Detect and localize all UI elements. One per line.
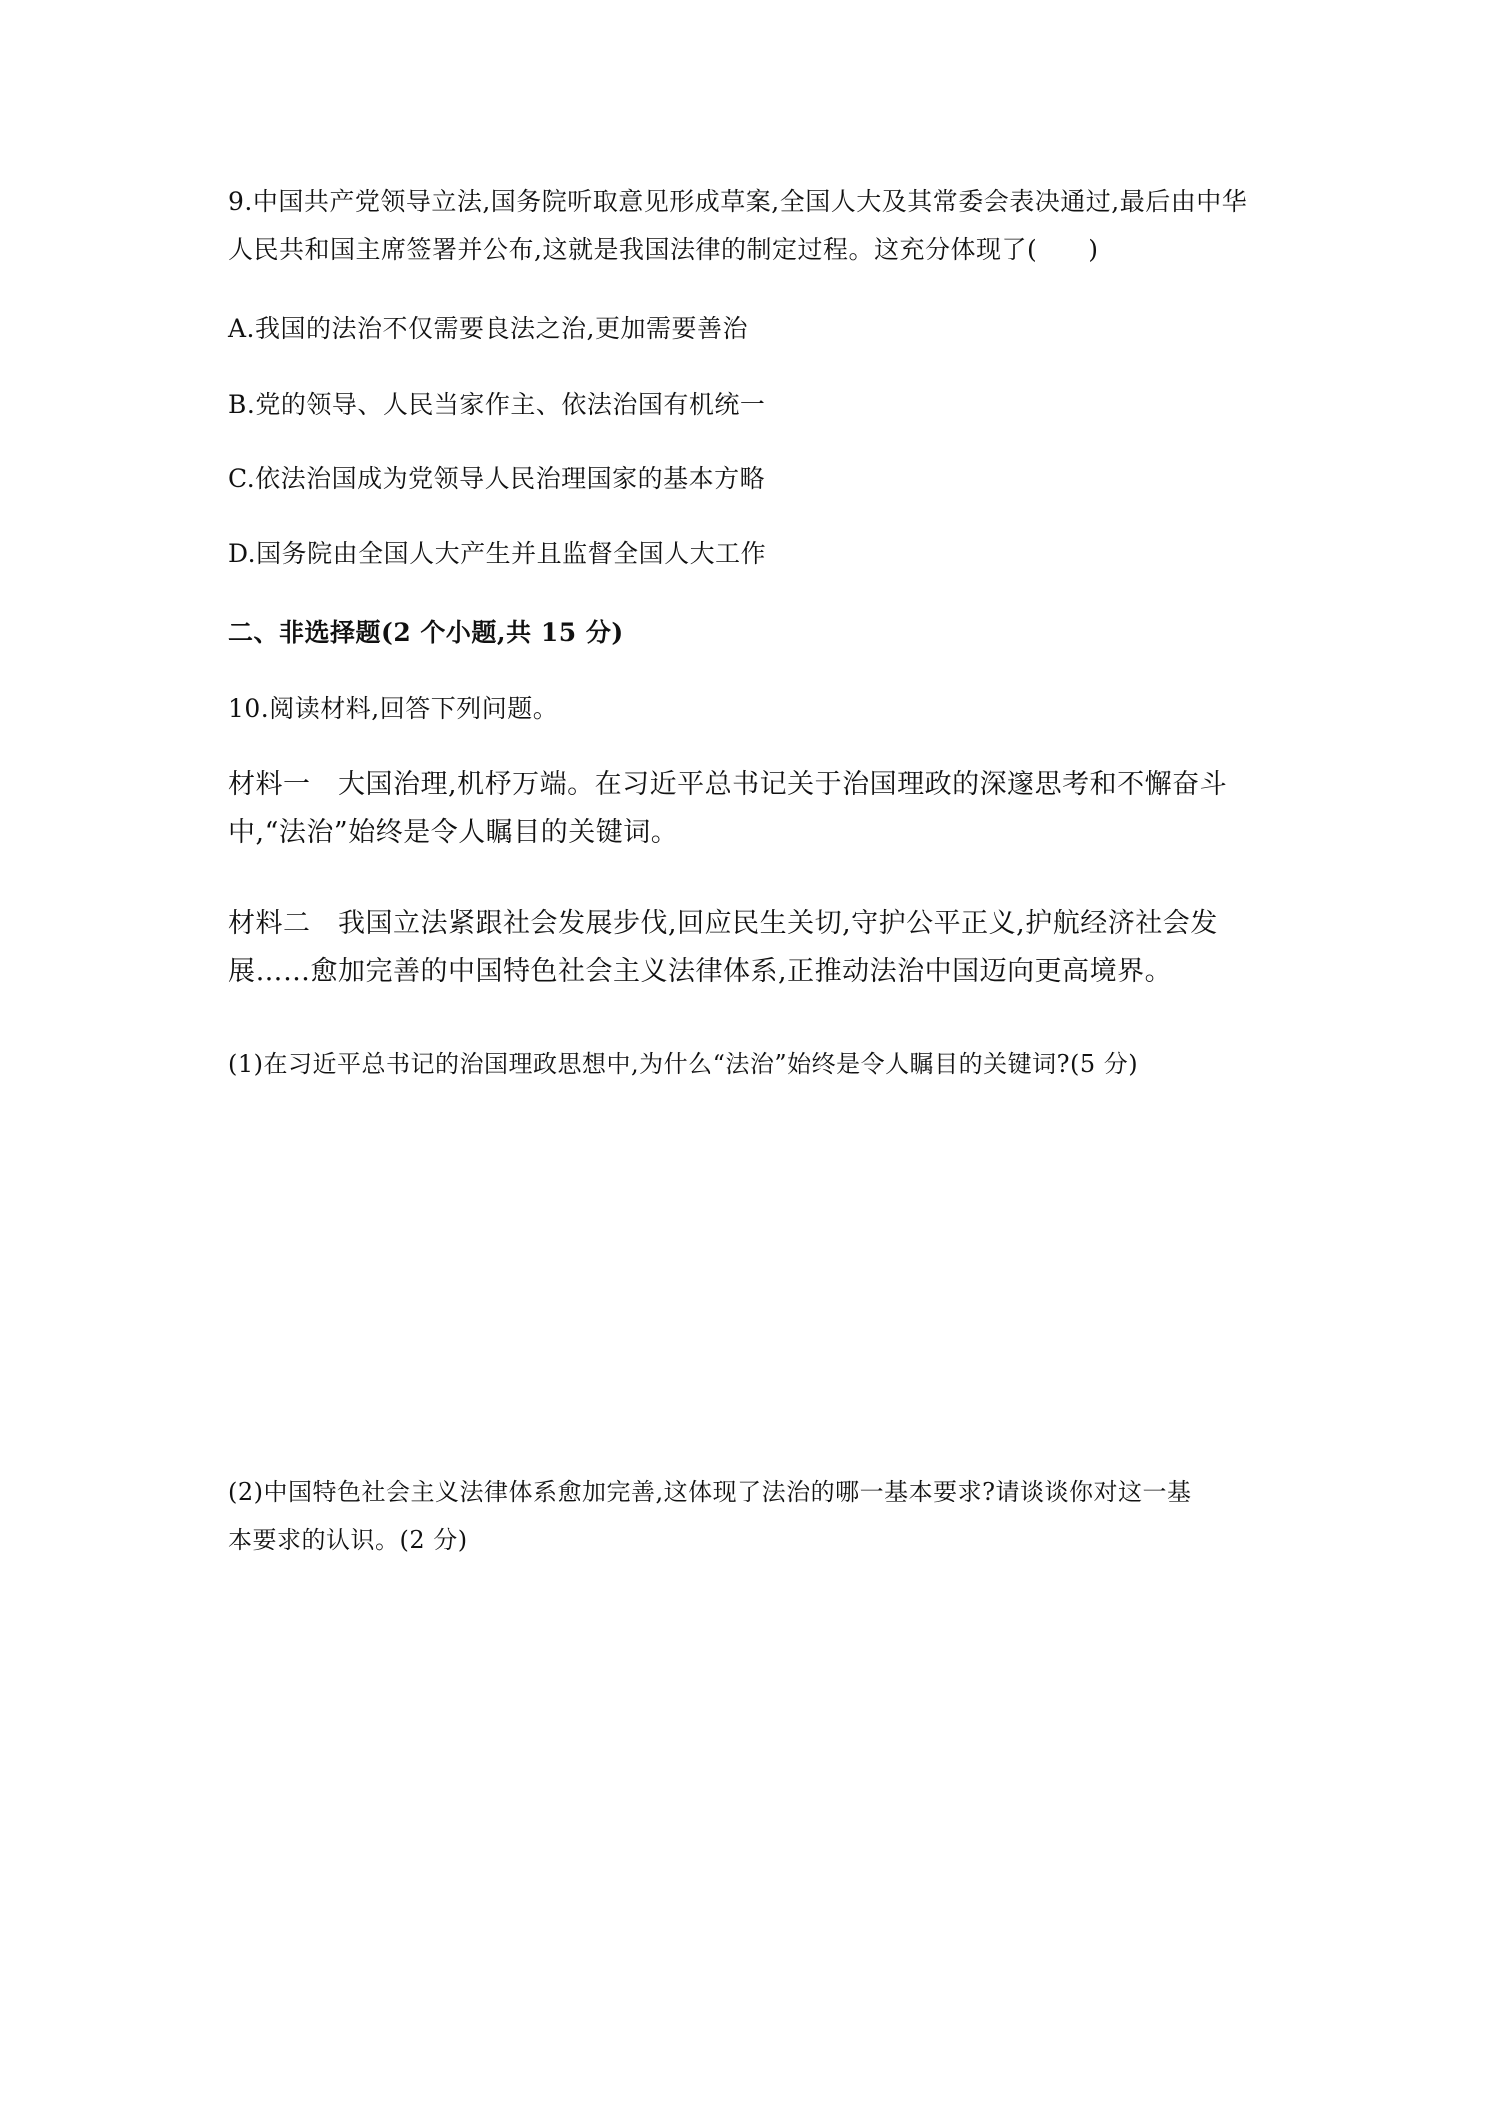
material-1-line-2: 中,“法治”始终是令人瞩目的关键词。 (228, 817, 679, 848)
material-1 (228, 761, 1288, 857)
section-heading (228, 612, 1288, 654)
option-d-text: D.国务院由全国人大产生并且监督全国人大工作 (228, 539, 767, 568)
question-9 (228, 178, 1288, 274)
option-b (228, 384, 1288, 426)
sub-question-2 (228, 1468, 1288, 1564)
option-d (228, 533, 1288, 575)
material-2-line-2: 展……愈加完善的中国特色社会主义法律体系,正推动法治中国迈向更高境界。 (228, 956, 1173, 987)
answer-space-2 (228, 1580, 1288, 2040)
question-10-intro-text: 10.阅读材料,回答下列问题。 (228, 694, 559, 723)
material-2 (228, 900, 1288, 996)
option-a-text: A.我国的法治不仅需要良法之治,更加需要善治 (228, 314, 748, 343)
option-b-text: B.党的领导、人民当家作主、依法治国有机统一 (228, 390, 766, 419)
material-2-line-1: 材料二 我国立法紧跟社会发展步伐,回应民生关切,守护公平正义,护航经济社会发 (228, 908, 1218, 939)
sub-question-2-line-2: 本要求的认识。(2 分) (228, 1526, 468, 1554)
option-a (228, 308, 1288, 350)
option-c-text: C.依法治国成为党领导人民治理国家的基本方略 (228, 464, 766, 493)
question-10-intro (228, 688, 1288, 730)
sub-question-2-line-1: (2)中国特色社会主义法律体系愈加完善,这体现了法治的哪一基本要求?请谈谈你对这一基 (228, 1478, 1192, 1506)
section-title: 二、非选择题(2 个小题,共 15 分) (228, 618, 624, 647)
sub-question-1-text: (1)在习近平总书记的治国理政思想中,为什么“法治”始终是令人瞩目的关键词?(5 分) (228, 1050, 1139, 1078)
material-1-line-1: 材料一 大国治理,机杼万端。在习近平总书记关于治国理政的深邃思考和不懈奋斗 (228, 769, 1228, 800)
question-9-line-2: 人民共和国主席签署并公布,这就是我国法律的制定过程。这充分体现了( ) (228, 235, 1099, 264)
question-9-line-1: 9.中国共产党领导立法,国务院听取意见形成草案,全国人大及其常委会表决通过,最后由中华 (228, 187, 1248, 216)
sub-question-1 (228, 1043, 1288, 1085)
option-c (228, 458, 1288, 500)
answer-space-1 (228, 1100, 1288, 1440)
